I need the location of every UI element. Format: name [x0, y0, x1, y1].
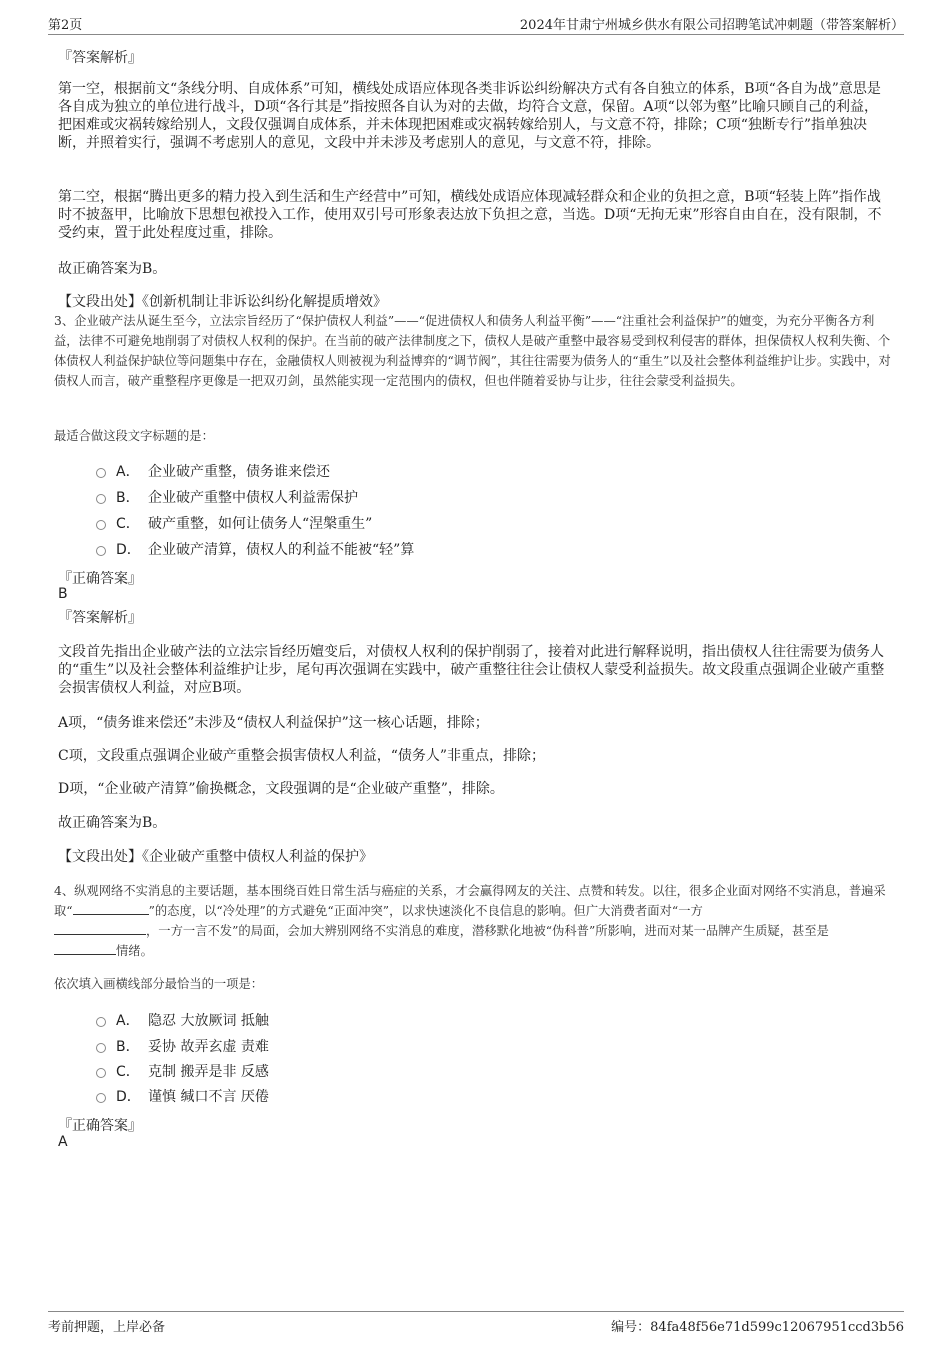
- radio-icon[interactable]: [96, 546, 106, 556]
- q3-source: 【文段出处】《企业破产重整中债权人利益的保护》: [58, 849, 373, 865]
- q4-answer-label: 『正确答案』: [58, 1118, 142, 1134]
- q3-answer-label: 『正确答案』: [58, 571, 142, 587]
- option-text: 企业破产重整，债务谁来偿还: [148, 464, 330, 480]
- blank-2: [54, 922, 146, 935]
- radio-icon[interactable]: [96, 1068, 106, 1078]
- q4-option-a[interactable]: [96, 1010, 269, 1030]
- radio-icon[interactable]: [96, 1017, 106, 1027]
- radio-icon[interactable]: [96, 1093, 106, 1103]
- option-key: C．: [116, 516, 140, 532]
- q3-option-d[interactable]: [96, 539, 414, 559]
- document-title: 2024年甘肃宁州城乡供水有限公司招聘笔试冲刺题（带答案解析）: [519, 18, 904, 33]
- option-text: 妥协 故弄玄虚 责难: [148, 1039, 269, 1055]
- q3-answer: B: [58, 586, 68, 602]
- document-id: 编号：84fa48f56e71d599c12067951ccd3b56: [611, 1320, 904, 1335]
- q3-option-b[interactable]: [96, 487, 358, 507]
- page-header: [48, 12, 904, 35]
- option-text: 破产重整，如何让债务人“涅槃重生”: [148, 516, 373, 532]
- q3-note-c: C项，文段重点强调企业破产重整会损害债权人利益，“债务人”非重点，排除；: [58, 748, 546, 764]
- q4-option-c[interactable]: [96, 1061, 269, 1081]
- q4-option-b[interactable]: [96, 1036, 269, 1056]
- option-text: 克制 搬弄是非 反感: [148, 1064, 269, 1080]
- q3-prompt: 最适合做这段文字标题的是：: [54, 429, 214, 443]
- q4-stem: [54, 881, 896, 961]
- blank-3: [54, 942, 116, 955]
- q2-analysis-label: 『答案解析』: [58, 50, 142, 66]
- radio-icon[interactable]: [96, 1043, 106, 1053]
- q3-option-c[interactable]: [96, 513, 372, 533]
- option-key: C．: [116, 1064, 140, 1080]
- q2-analysis-para2: 第二空，根据“腾出更多的精力投入到生活和生产经营中”可知，横线处成语应体现减轻群众和企业的负担之意，B项“轻装上阵”指作战时不披盔甲，比喻放下思想包袱投入工作，使用双引号可形象表达放下负担之意，当选。D项“无拘无束”形容自由自在，没有限制，不受约束，置于此处程度过重，排除。: [58, 189, 882, 241]
- q4-stem-part2: ”的态度，以“冷处理”的方式避免“正面冲突”，以求快速淡化不良信息的影响。但广大消费者面对“一方: [148, 904, 703, 918]
- option-text: 隐忍 大放厥词 抵触: [148, 1013, 269, 1029]
- option-key: D．: [116, 1089, 141, 1105]
- q2-conclusion: 故正确答案为B。: [58, 261, 167, 277]
- option-text: 企业破产清算，债权人的利益不能被“轻”算: [148, 542, 415, 558]
- q3-note-d: D项，“企业破产清算”偷换概念，文段强调的是“企业破产重整”，排除。: [58, 781, 504, 797]
- q2-analysis-para1: 第一空，根据前文“条线分明、自成体系”可知，横线处成语应体现各类非诉讼纠纷解决方式有各自独立的体系，B项“各自为战”意思是各自成为独立的单位进行战斗，D项“各行其是”指按照各自认为对的去做，均符合文意，保留。A项“以邻为壑”比喻只顾自己的利益，把困难或灾祸转嫁给别人，文段仅强调自成体系，并未体现把困难或灾祸转嫁给别人，与文意不符，排除；C项“独断专行”指单独决断，并照着实行，强调不考虑别人的意见，文段中并未涉及考虑别人的意见，与文意不符，排除。: [58, 81, 881, 151]
- q3-analysis-label: 『答案解析』: [58, 610, 142, 626]
- radio-icon[interactable]: [96, 468, 106, 478]
- q3-option-a[interactable]: [96, 461, 330, 481]
- q2-source: 【文段出处】《创新机制让非诉讼纠纷化解提质增效》: [58, 294, 387, 310]
- q4-prompt: 依次填入画横线部分最恰当的一项是：: [54, 977, 264, 991]
- option-key: B．: [116, 1039, 140, 1055]
- radio-icon[interactable]: [96, 494, 106, 504]
- option-text: 企业破产重整中债权人利益需保护: [148, 490, 358, 506]
- q3-stem: 3、企业破产法从诞生至今，立法宗旨经历了“保护债权人利益”——“促进债权人和债务人利益平衡”——“注重社会利益保护”的嬗变，为充分平衡各方利益，法律不可避免地削弱了对债权人权利的保护。在当前的破产法律制度之下，债权人是破产重整中最容易受到权利侵害的群体，担保债权人权利失衡、个体债权人利益保护缺位等问题集中存在，金融债权人则被视为利益博弈的“调节阀”，其往往需要为债务人的“重生”以及社会整体利益维护让步。实践中，对债权人而言，破产重整程序更像是一把双刃剑，虽然能实现一定范围内的债权，但也伴随着妥协与让步，往往会蒙受利益损失。: [54, 314, 891, 388]
- q4-stem-part3: ，一方一言不发”的局面，会加大辨别网络不实消息的难度，潜移默化地被“伪科普”所影响，进而对某一品牌产生质疑，甚至是: [146, 924, 829, 938]
- q4-answer: A: [58, 1134, 68, 1150]
- q3-note-a: A项，“债务谁来偿还”未涉及“债权人利益保护”这一核心话题，排除；: [58, 715, 489, 731]
- option-key: B．: [116, 490, 140, 506]
- blank-1: [73, 902, 149, 915]
- radio-icon[interactable]: [96, 520, 106, 530]
- footer-slogan: 考前押题，上岸必备: [48, 1320, 166, 1335]
- page-footer: [48, 1311, 904, 1336]
- page-number: 第2页: [48, 18, 83, 33]
- option-key: A．: [116, 1013, 140, 1029]
- q3-analysis: 文段首先指出企业破产法的立法宗旨经历嬗变后，对债权人权利的保护削弱了，接着对此进行解释说明，指出债权人往往需要为债务人的“重生”以及社会整体利益维护让步，尾句再次强调在实践中，破产重整往往会让债权人蒙受利益损失。故文段重点强调企业破产重整会损害债权人利益，对应B项。: [58, 644, 885, 696]
- option-key: A．: [116, 464, 140, 480]
- q4-option-d[interactable]: [96, 1086, 269, 1106]
- q4-stem-part1: 4、纵观网络不实消息的主要话题，基本围绕百姓日常生活与癌症的关系，才会赢得网友的关注、点赞和转发。以往，很多企业面对网络不实消息，普遍采取“: [54, 884, 886, 918]
- q3-conclusion: 故正确答案为B。: [58, 815, 167, 831]
- q4-stem-part4: 情绪。: [116, 944, 153, 958]
- option-key: D．: [116, 542, 141, 558]
- option-text: 谨慎 缄口不言 厌倦: [148, 1089, 269, 1105]
